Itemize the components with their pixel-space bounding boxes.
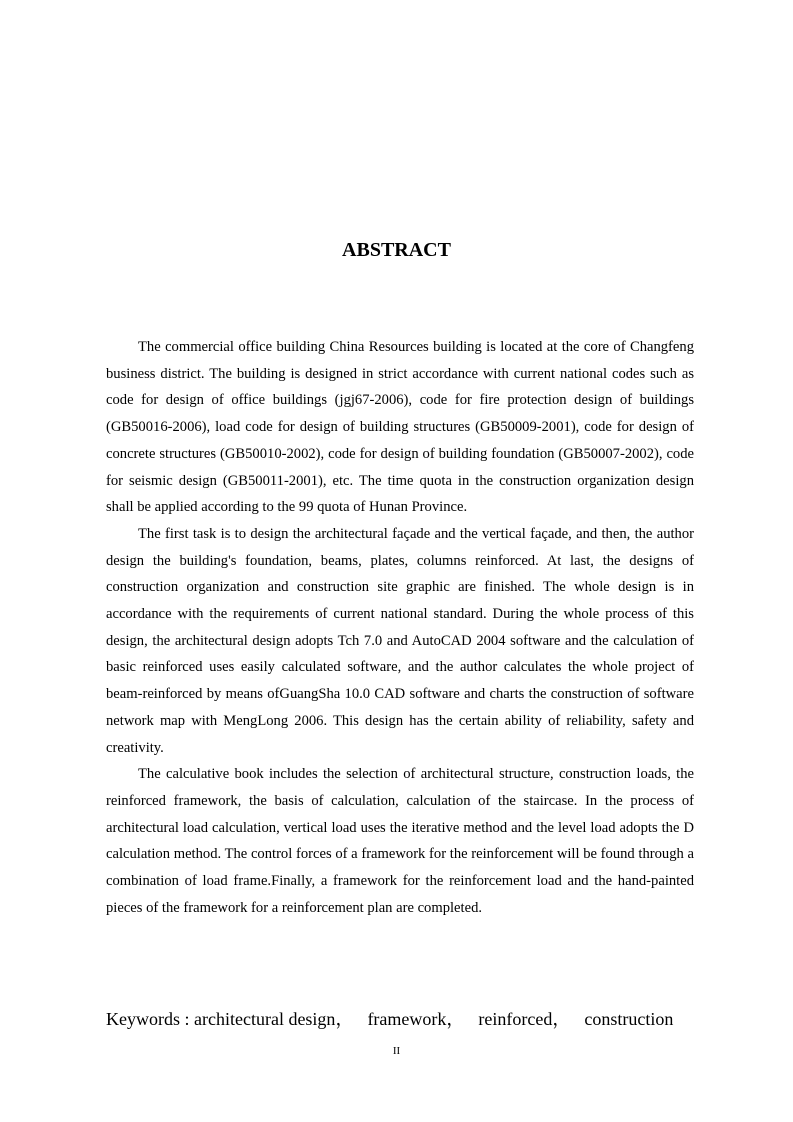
keyword-item: construction [584, 1009, 674, 1029]
keywords-line [106, 1006, 706, 1032]
abstract-paragraph: The commercial office building China Resources building is located at the core of Changfeng business district. The building is designed in strict accordance with current national codes such as code for design of office buildings (jgj67-2006), code for fire protection design of buildings (GB50016-2006), load code for design of building structures (GB50009-2001), code for design of concrete structures (GB50010-2002), code for design of building foundation (GB50007-2002), code for seismic design (GB50011-2001), etc. The time quota in the construction organization design shall be applied according to the 99 quota of Hunan Province. [106, 339, 694, 516]
keywords-label: Keywords : [106, 1009, 194, 1029]
abstract-body [106, 334, 694, 921]
keyword-separator: ， [335, 1009, 354, 1029]
abstract-paragraph: The calculative book includes the selection of architectural structure, construction loads, the reinforced framework, the basis of calculation, calculation of the staircase. In the process of architectural load calculation, vertical load uses the iterative method and the level load adopts the D calculation method. The control forces of a framework for the reinforcement will be found through a combination of load frame.Finally, a framework for the reinforcement load and the hand-painted pieces of the framework for a reinforcement plan are completed. [106, 766, 694, 916]
page-number: II [392, 1045, 401, 1057]
page-title: ABSTRACT [342, 239, 451, 261]
keyword-item: framework [367, 1009, 447, 1029]
abstract-paragraph: The first task is to design the architectural façade and the vertical façade, and then, the author design the building's foundation, beams, plates, columns reinforced. At last, the designs of construction organization and construction site graphic are finished. The whole design is in accordance with the requirements of current national standard. During the whole process of this design, the architectural design adopts Tch 7.0 and AutoCAD 2004 software and the calculation of basic reinforced uses easily calculated software, and the author calculates the whole project of beam-reinforced by means ofGuangSha 10.0 CAD software and charts the construction of software network map with MengLong 2006. This design has the certain ability of reliability, safety and creativity. [106, 525, 694, 756]
keyword-item: reinforced [478, 1009, 553, 1029]
keyword-separator: ， [552, 1009, 571, 1029]
keyword-item: architectural design [194, 1009, 336, 1029]
keyword-separator: ， [446, 1009, 465, 1029]
